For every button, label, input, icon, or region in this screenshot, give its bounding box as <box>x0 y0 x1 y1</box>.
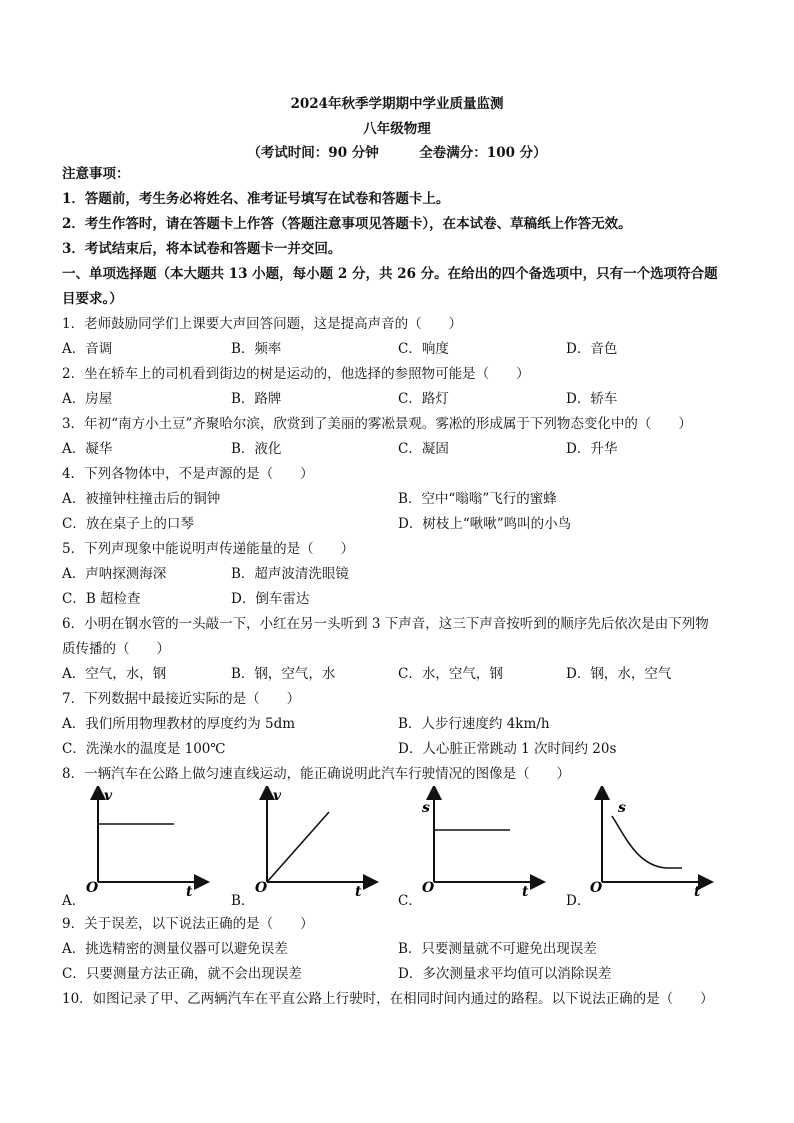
q8-option-b: B． <box>231 893 255 909</box>
q5-option-b: B．超声波清洗眼镜 <box>231 566 349 582</box>
graph-b-xlabel: t <box>355 884 362 898</box>
q3-option-a: A．凝华 <box>62 441 113 457</box>
q8-option-d: D． <box>566 893 591 909</box>
q4-option-d: D．树枝上“啾啾”鸣叫的小鸟 <box>398 516 572 532</box>
notes-heading: 注意事项： <box>62 166 130 182</box>
graph-a-origin: O <box>86 880 99 896</box>
q8-graph-c <box>418 786 548 898</box>
graph-d-xlabel: t <box>694 884 701 898</box>
q3-option-d: D．升华 <box>566 441 618 457</box>
exam-info: （考试时间：90 分钟 全卷满分：100 分） <box>247 145 547 161</box>
q3-option-c: C．凝固 <box>398 441 449 457</box>
q2-option-c: C．路灯 <box>398 391 449 407</box>
q8-graph-b <box>251 786 381 898</box>
q9-option-c: C．只要测量方法正确，就不会出现误差 <box>62 966 302 982</box>
section-heading-cont: 目要求。） <box>62 291 123 307</box>
graph-b-line <box>267 812 329 882</box>
q2-option-d: D．轿车 <box>566 391 618 407</box>
exam-subtitle: 八年级物理 <box>363 121 431 137</box>
section-heading: 一、单项选择题（本大题共 13 小题，每小题 2 分，共 26 分。在给出的四个备选项中，只有一个选项符合题 <box>62 266 718 282</box>
q2-option-a: A．房屋 <box>62 391 113 407</box>
q9-option-a: A．挑选精密的测量仪器可以避免误差 <box>62 941 288 957</box>
q8-option-a: A． <box>62 893 86 909</box>
graph-a-xlabel: t <box>186 884 193 898</box>
question-5-stem: 5．下列声现象中能说明声传递能量的是（ ） <box>62 541 355 557</box>
question-4-stem: 4．下列各物体中，不是声源的是（ ） <box>62 466 314 482</box>
question-3-stem: 3．年初“南方小土豆”齐聚哈尔滨，欣赏到了美丽的雾凇景观。雾凇的形成属于下列物态变化中的（ ） <box>62 416 692 432</box>
q1-option-a: A．音调 <box>62 341 113 357</box>
q7-option-d: D．人心脏正常跳动 1 次时间约 20s <box>398 741 617 757</box>
graph-c-ylabel: s <box>422 800 430 816</box>
question-6-stem-cont: 质传播的（ ） <box>62 641 170 657</box>
q7-option-a: A．我们所用物理教材的厚度约为 5dm <box>62 716 296 732</box>
question-6-stem: 6．小明在钢水管的一头敲一下，小红在另一头听到 3 下声音，这三下声音按听到的顺序先后依次是由下列物 <box>62 616 709 632</box>
question-9-stem: 9．关于误差，以下说法正确的是（ ） <box>62 916 314 932</box>
q3-option-b: B．液化 <box>231 441 282 457</box>
q1-option-c: C．响度 <box>398 341 449 357</box>
note-item: 3．考试结束后，将本试卷和答题卡一并交回。 <box>62 241 342 257</box>
q9-option-d: D．多次测量求平均值可以消除误差 <box>398 966 612 982</box>
graph-d-origin: O <box>590 880 603 896</box>
question-1-stem: 1．老师鼓励同学们上课要大声回答问题，这是提高声音的（ ） <box>62 316 463 332</box>
q6-option-c: C．水，空气，钢 <box>398 666 503 682</box>
q8-graph-a <box>82 786 212 898</box>
graph-a-ylabel: v <box>104 788 113 804</box>
question-8-stem: 8．一辆汽车在公路上做匀速直线运动，能正确说明此汽车行驶情况的图像是（ ） <box>62 766 571 782</box>
question-7-stem: 7．下列数据中最接近实际的是（ ） <box>62 691 301 707</box>
q6-option-b: B．钢，空气，水 <box>231 666 336 682</box>
q8-graph-d <box>586 786 716 898</box>
q7-option-b: B．人步行速度约 4km/h <box>398 716 550 732</box>
q4-option-b: B．空中“嗡嗡”飞行的蜜蜂 <box>398 491 557 507</box>
q7-option-c: C．洗澡水的温度是 100℃ <box>62 741 226 757</box>
question-10-stem: 10．如图记录了甲、乙两辆汽车在平直公路上行驶时，在相同时间内通过的路程。以下说法正确的是（ ） <box>62 991 714 1007</box>
q9-option-b: B．只要测量就不可避免出现误差 <box>398 941 597 957</box>
q4-option-a: A．被撞钟柱撞击后的铜钟 <box>62 491 221 507</box>
question-2-stem: 2．坐在轿车上的司机看到街边的树是运动的，他选择的参照物可能是（ ） <box>62 366 530 382</box>
graph-d-ylabel: s <box>618 800 626 816</box>
note-item: 2．考生作答时，请在答题卡上作答（答题注意事项见答题卡），在本试卷、草稿纸上作答无效。 <box>62 216 632 232</box>
q5-option-a: A．声呐探测海深 <box>62 566 167 582</box>
graph-c-origin: O <box>422 880 435 896</box>
q1-option-d: D．音色 <box>566 341 618 357</box>
q2-option-b: B．路牌 <box>231 391 282 407</box>
note-item: 1．答题前，考生务必将姓名、准考证号填写在试卷和答题卡上。 <box>62 191 450 207</box>
exam-title: 2024年秋季学期期中学业质量监测 <box>290 96 504 112</box>
q8-option-c: C． <box>398 893 422 909</box>
graph-c-xlabel: t <box>522 884 529 898</box>
q6-option-a: A．空气，水，钢 <box>62 666 167 682</box>
q4-option-c: C．放在桌子上的口琴 <box>62 516 194 532</box>
q1-option-b: B．频率 <box>231 341 282 357</box>
graph-b-ylabel: v <box>273 788 282 804</box>
graph-d-curve <box>612 816 682 868</box>
q5-option-d: D．倒车雷达 <box>231 591 310 607</box>
q6-option-d: D．钢，水，空气 <box>566 666 672 682</box>
q5-option-c: C．B 超检查 <box>62 591 141 607</box>
graph-b-origin: O <box>255 880 268 896</box>
